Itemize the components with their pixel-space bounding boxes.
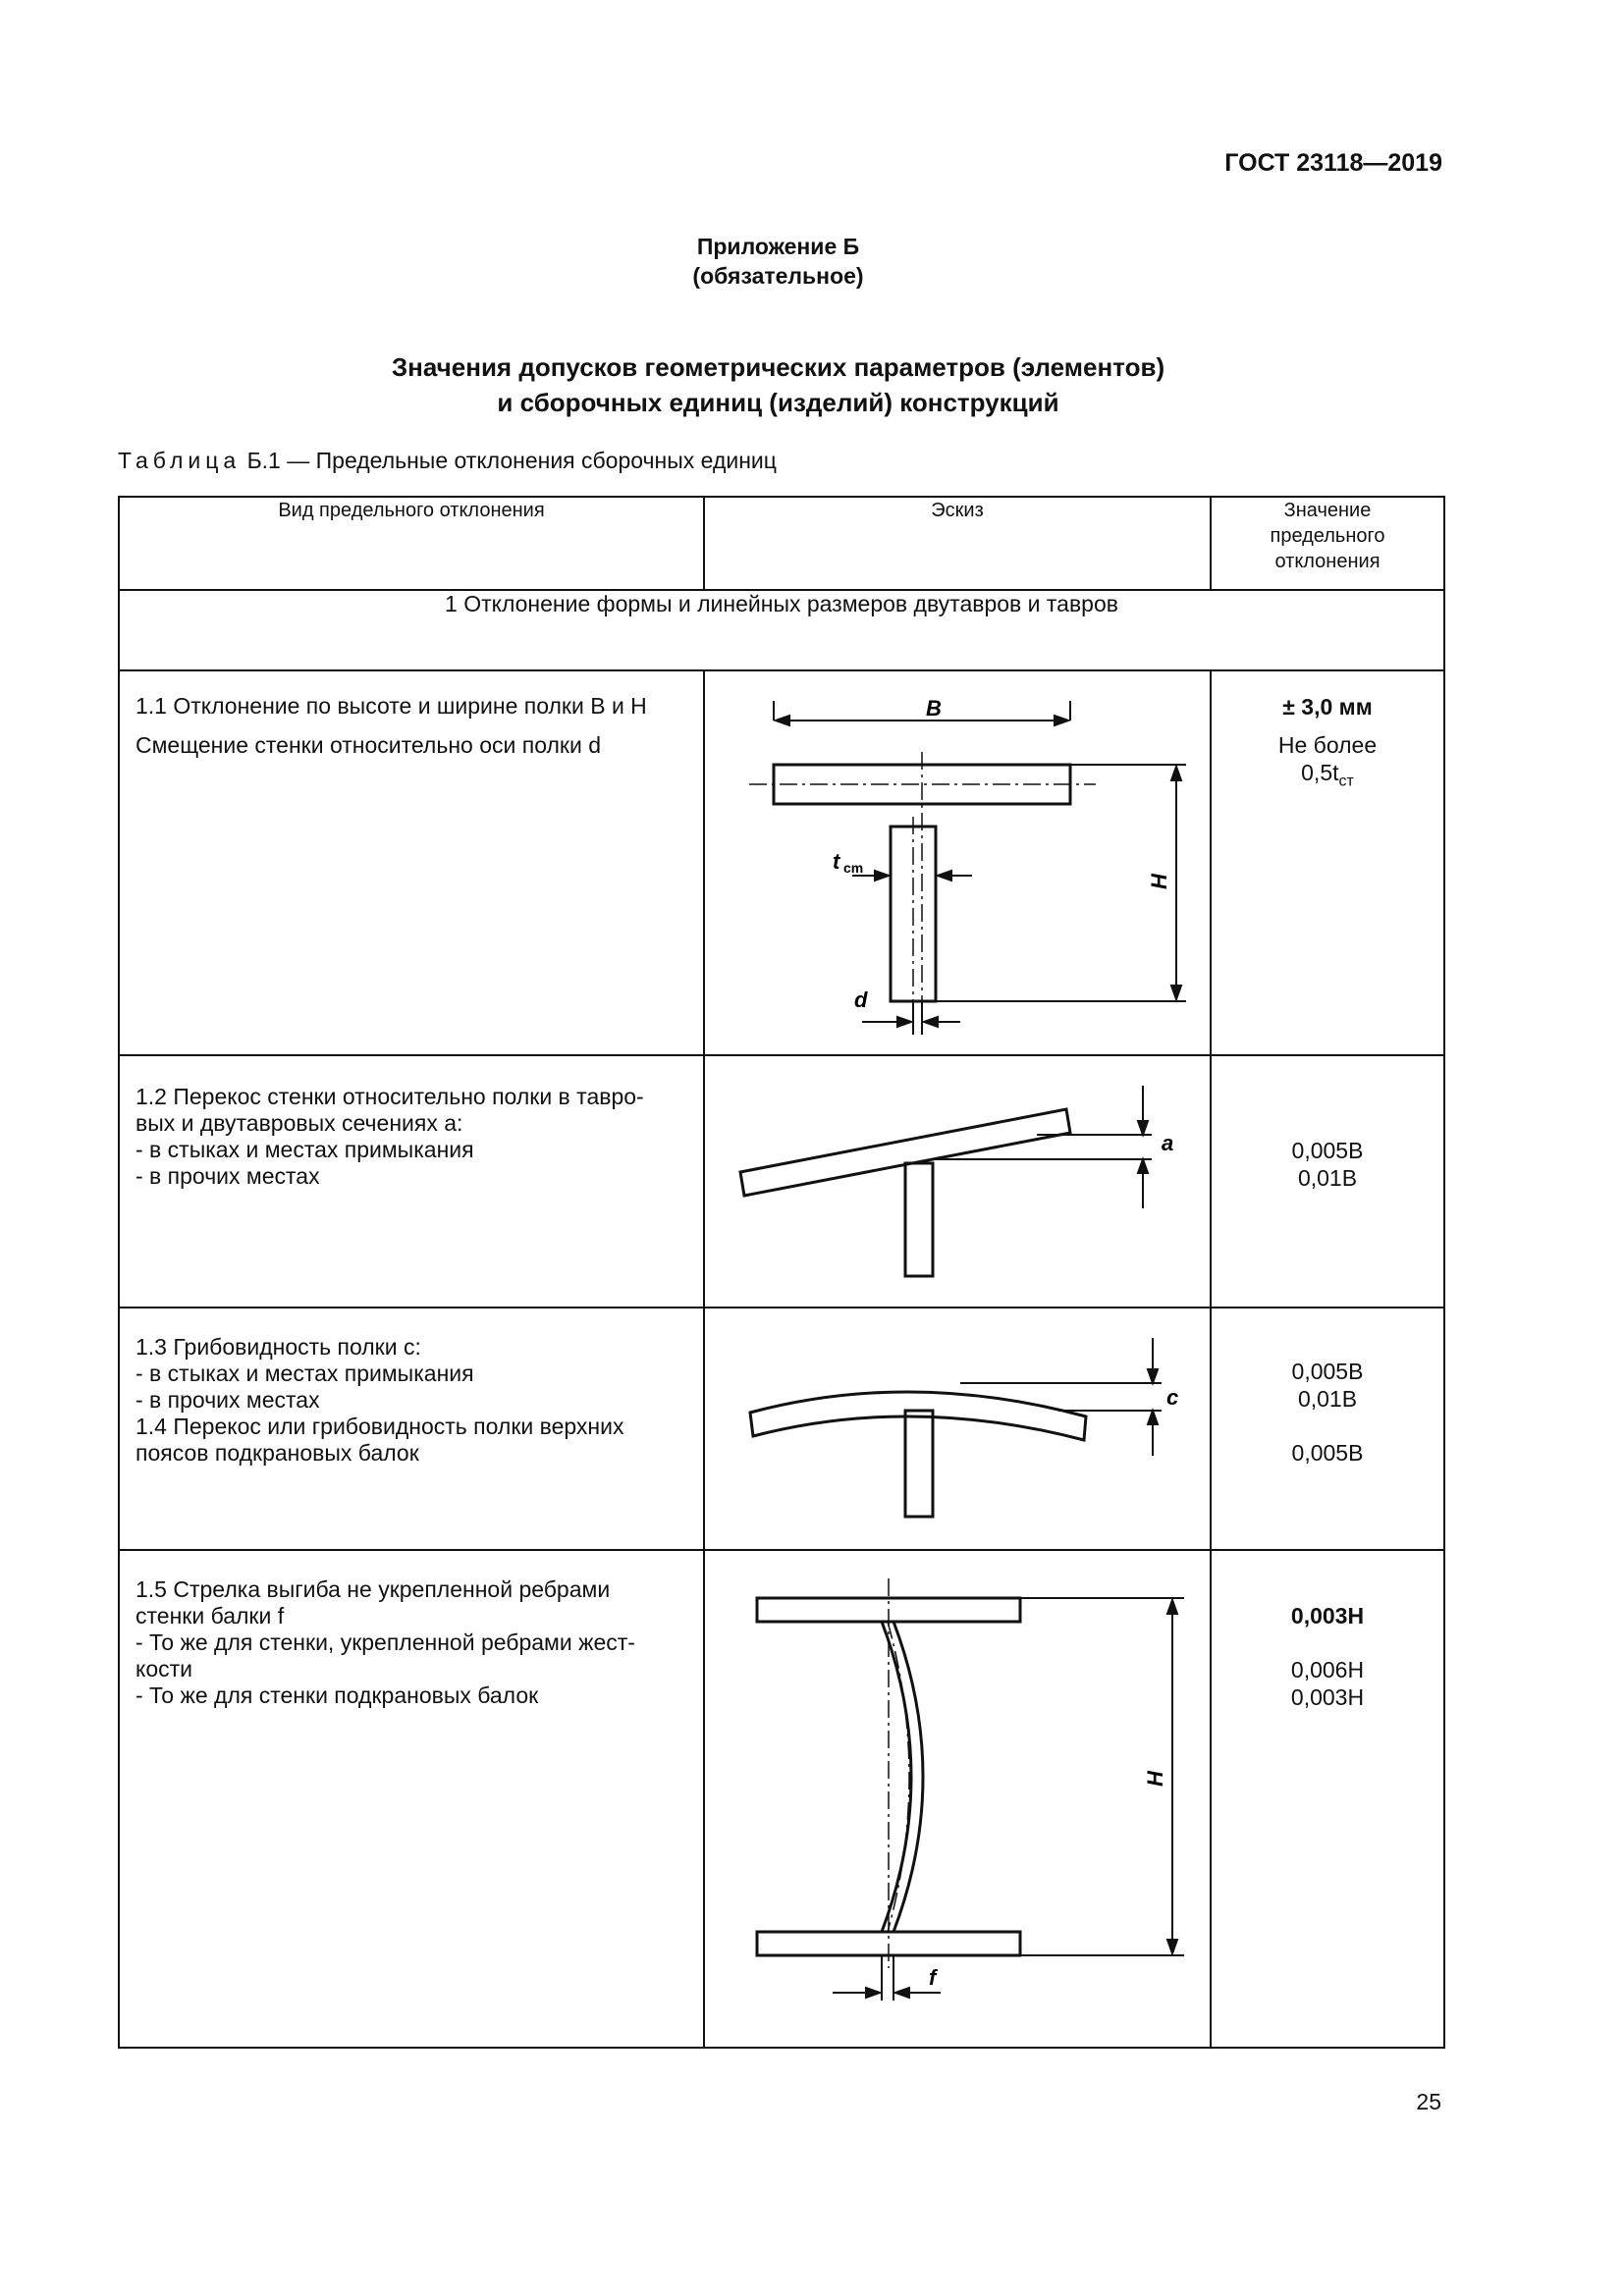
table-row [119,1550,1444,2048]
row-description [119,1550,704,2048]
row-value-line: 0,003H [1290,1684,1365,1710]
row-line: Смещение стенки относительно оси полки d [135,732,602,758]
row-value-line: 0,005B [1291,1359,1364,1384]
row-value-line: ± 3,0 мм [1282,694,1373,720]
main-title-line1: Значения допусков геометрических параметров (элементов) [391,352,1165,382]
row-line: 1.4 Перекос или грибовидность полки верхних [135,1414,624,1439]
row-value [1211,1550,1444,2048]
table-caption [118,448,777,474]
row-line: кости [135,1656,192,1682]
row-value-line: 0,01B [1297,1165,1358,1191]
row-value-line: Не более [1277,732,1378,758]
section-title: 1 Отклонение формы и линейных размеров двутавров и тавров [119,590,1444,670]
row-sketch [704,1308,1211,1550]
table-header-row [119,497,1444,590]
row-line: стенки балки f [135,1603,285,1629]
row-line: - в прочих местах [135,1387,320,1413]
header-value-line2: предельного [1270,525,1385,547]
row-sketch [704,670,1211,1055]
row-value [1211,670,1444,1055]
row-description [119,1308,704,1550]
row-description [119,1055,704,1308]
t-section-sketch [705,671,1212,1054]
row-line: - в прочих местах [135,1163,320,1189]
sketch-label-d: d [854,988,868,1012]
row-value-line: 0,005B [1291,1440,1364,1466]
header-value-line3: отклонения [1274,551,1380,572]
sketch-label-a: a [1162,1131,1174,1155]
sketch-label-f: f [929,1965,937,1990]
row-value-line: 0,006H [1290,1657,1365,1682]
sketch-label-h: H [1143,1771,1167,1787]
row-line: - в стыках и местах примыкания [135,1137,474,1162]
appendix-status: (обязательное) [692,263,864,289]
section-row [119,590,1444,670]
i-beam-bow-sketch [705,1551,1212,2047]
sketch-label-t: t [833,849,840,874]
sketch-label-t-sub: cm [843,860,864,876]
row-line: - в стыках и местах примыкания [135,1361,474,1386]
row-value-sub: ст [1338,773,1354,790]
sketch-label-b: B [926,696,942,721]
skewed-flange-sketch [705,1056,1212,1307]
row-value-line: 0,005B [1291,1138,1364,1163]
table-row [119,670,1444,1055]
row-line: - То же для стенки, укрепленной ребрами жест- [135,1629,635,1655]
row-sketch [704,1550,1211,2048]
row-sketch [704,1055,1211,1308]
row-line: вых и двутавровых сечениях a: [135,1110,463,1136]
header-value-line1: Значение [1283,500,1372,521]
appendix-title: Приложение Б [696,234,860,259]
sketch-label-h: H [1147,874,1171,889]
header-value [1211,497,1444,590]
row-value-line [1212,759,1443,796]
row-line: 1.3 Грибовидность полки c: [135,1334,421,1360]
row-line: 1.1 Отклонение по высоте и ширине полки B и H [135,693,647,719]
tolerance-table [118,496,1445,2049]
row-value [1211,1308,1444,1550]
row-line: поясов подкрановых балок [135,1440,419,1466]
page-number: 25 [1416,2089,1441,2114]
row-line: 1.2 Перекос стенки относительно полки в тавро- [135,1084,644,1109]
table-row [119,1308,1444,1550]
sketch-label-c: c [1166,1385,1179,1410]
table-caption-label: Таблица [118,448,242,473]
document-code: ГОСТ 23118—2019 [1224,149,1442,177]
row-description [119,670,704,1055]
table-row [119,1055,1444,1308]
row-value-line: 0,01B [1297,1386,1358,1412]
row-line: - То же для стенки подкрановых балок [135,1682,539,1708]
mushroom-flange-sketch [705,1308,1212,1549]
row-value-line: 0,003H [1290,1603,1365,1629]
row-value [1211,1055,1444,1308]
header-deviation-type: Вид предельного отклонения [119,497,704,590]
row-line: 1.5 Стрелка выгиба не укрепленной ребрами [135,1576,611,1602]
table-caption-text: Б.1 — Предельные отклонения сборочных единиц [241,448,777,473]
header-sketch: Эскиз [704,497,1211,590]
main-title-line2: и сборочных единиц (изделий) конструкций [497,388,1059,417]
row-value-text: 0,5t [1301,760,1339,785]
